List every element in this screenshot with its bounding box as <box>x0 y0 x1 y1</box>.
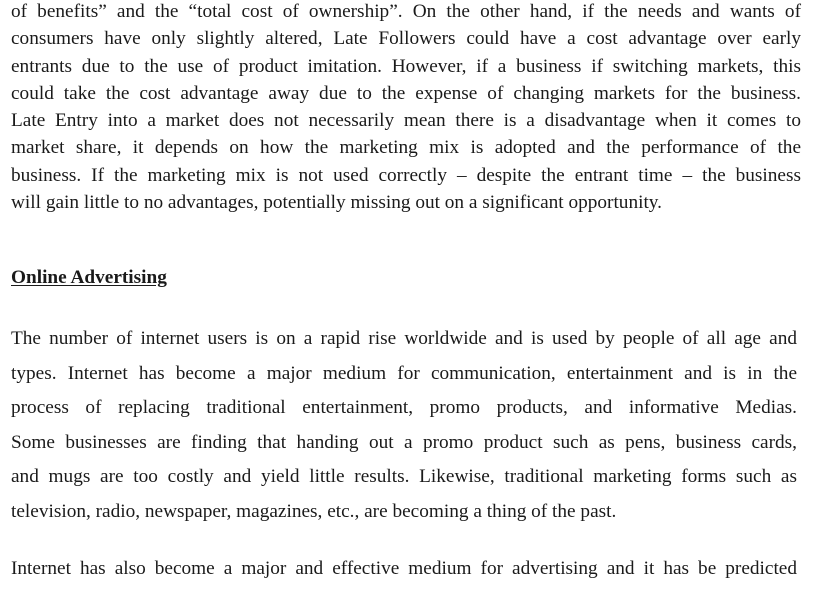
text-line: Late Entry into a market does not necessarily mean there is a disadvantage when it comes to <box>11 110 801 132</box>
text-line: market share, it depends on how the marketing mix is adopted and the performance of the <box>11 137 801 159</box>
text-line: business. If the marketing mix is not used correctly – despite the entrant time – the business <box>11 164 801 186</box>
text-line: The number of internet users is on a rapid rise worldwide and is used by people of all age and <box>11 328 797 349</box>
text-line: Some businesses are finding that handing out a promo product such as pens, business cards, <box>11 431 797 453</box>
paragraph-late-entry <box>11 0 801 216</box>
paragraph-internet-users <box>11 322 797 529</box>
text-line: types. Internet has become a major medium for communication, entertainment and is in the <box>11 362 797 384</box>
paragraph-advertising-medium <box>11 554 797 584</box>
text-line: of benefits” and the “total cost of ownership”. On the other hand, if the needs and wants of <box>11 1 801 22</box>
text-line: will gain little to no advantages, potentially missing out on a significant opportunity. <box>11 192 663 214</box>
text-line: entrants due to the use of product imitation. However, if a business if switching markets, this <box>11 55 801 77</box>
text-line: television, radio, newspaper, magazines, etc., are becoming a thing of the past. <box>11 500 617 522</box>
section-heading: Online Advertising <box>11 267 167 288</box>
text-line: Internet has also become a major and effective medium for advertising and it has be predicted <box>11 558 797 579</box>
text-line: and mugs are too costly and yield little results. Likewise, traditional marketing forms such as <box>11 466 797 487</box>
text-line: could take the cost advantage away due to the expense of changing markets for the business. <box>11 82 801 104</box>
text-line: consumers have only slightly altered, Late Followers could have a cost advantage over early <box>11 28 801 50</box>
text-line: process of replacing traditional entertainment, promo products, and informative Medias. <box>11 397 797 418</box>
